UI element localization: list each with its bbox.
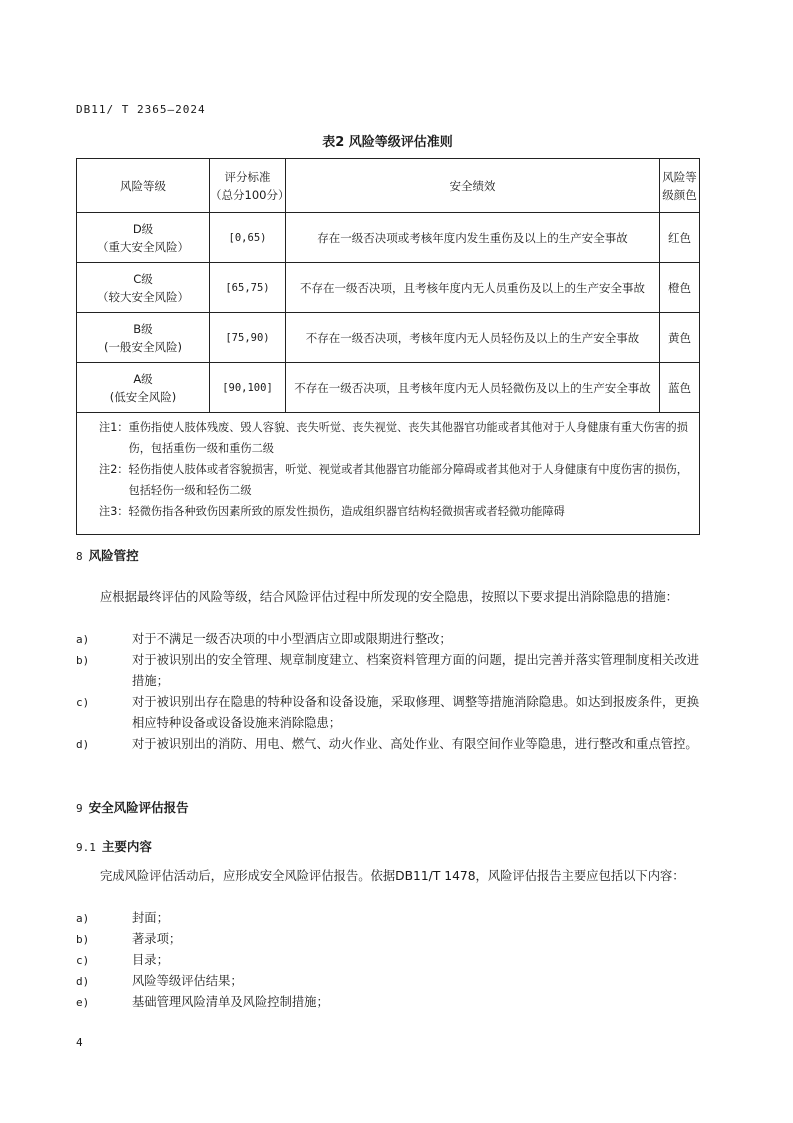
cell-color: 红色 <box>660 213 700 263</box>
list-marker: a) <box>76 633 90 646</box>
note-text: 重伤指使人肢体残废、毁人容貌、丧失听觉、丧失视觉、丧失其他器官功能或者其他对于人身健康有重大伤害的损伤，包括重伤一级和重伤二级 <box>128 421 688 455</box>
cell-score: [75,90) <box>210 313 286 363</box>
list-text: 对于被识别出存在隐患的特种设备和设备设施，采取修理、调整等措施消除隐患。如达到报废条件，更换相应特种设备或设备设施来消除隐患； <box>132 695 699 730</box>
cell-color: 橙色 <box>660 263 700 313</box>
cell-performance: 不存在一级否决项，且考核年度内无人员轻微伤及以上的生产安全事故 <box>286 363 660 413</box>
cell-color: 黄色 <box>660 313 700 363</box>
note-label: 注2： <box>99 463 129 476</box>
cell-performance: 不存在一级否决项，考核年度内无人员轻伤及以上的生产安全事故 <box>286 313 660 363</box>
cell-score: [0,65) <box>210 213 286 263</box>
list-item <box>76 950 699 971</box>
list-marker: a) <box>76 912 90 925</box>
header-score <box>210 159 290 213</box>
table-note <box>99 459 695 501</box>
list-marker: c) <box>76 954 90 967</box>
header-performance: 安全绩效 <box>286 159 660 213</box>
table-header-row <box>77 159 700 213</box>
note-label: 注3： <box>99 505 129 518</box>
level-desc: (低安全风险) <box>109 389 177 404</box>
subsection-title: 主要内容 <box>101 839 152 854</box>
level-grade: D级 <box>132 221 154 236</box>
level-desc: （重大安全风险） <box>97 239 189 254</box>
list-text: 对于被识别出的安全管理、规章制度建立、档案资料管理方面的问题，提出完善并落实管理制度相关改进措施； <box>132 653 699 688</box>
cell-level <box>77 263 210 313</box>
header-score-line2: （总分100分） <box>210 187 290 202</box>
list-marker: e) <box>76 996 90 1009</box>
section-9-heading <box>76 798 189 816</box>
list-marker: b) <box>76 654 90 667</box>
cell-level <box>77 313 210 363</box>
cell-score: [90,100] <box>210 363 286 413</box>
list-text: 基础管理风险清单及风险控制措施； <box>132 995 329 1009</box>
table-row <box>77 263 700 313</box>
list-item <box>76 734 699 755</box>
list-text: 封面； <box>132 911 169 925</box>
list-text: 对于不满足一级否决项的中小型酒店立即或限期进行整改； <box>132 632 452 646</box>
list-text: 风险等级评估结果； <box>132 974 243 988</box>
list-marker: d) <box>76 738 90 751</box>
header-level: 风险等级 <box>77 159 210 213</box>
list-item <box>76 692 699 734</box>
table-note <box>99 417 695 459</box>
risk-level-table <box>76 158 700 535</box>
header-color <box>660 159 700 213</box>
section-8-heading <box>76 546 139 564</box>
list-text: 著录项； <box>132 932 182 946</box>
section-number: 8 <box>76 550 83 563</box>
page-number: 4 <box>76 1036 83 1049</box>
list-marker: d) <box>76 975 90 988</box>
section-8-intro: 应根据最终评估的风险等级，结合风险评估过程中所发现的安全隐患，按照以下要求提出消除隐患的措施： <box>100 590 678 604</box>
level-desc: (一般安全风险) <box>104 339 182 354</box>
level-desc: （较大安全风险） <box>97 289 189 304</box>
table-row <box>77 213 700 263</box>
cell-performance: 存在一级否决项或考核年度内发生重伤及以上的生产安全事故 <box>286 213 660 263</box>
note-text: 轻微伤指各种致伤因素所致的原发性损伤，造成组织器官结构轻微损害或者轻微功能障碍 <box>128 505 565 518</box>
list-item <box>76 908 699 929</box>
list-item <box>76 971 699 992</box>
list-text: 目录； <box>132 953 169 967</box>
cell-color: 蓝色 <box>660 363 700 413</box>
table-title: 表2 风险等级评估准则 <box>322 135 453 150</box>
table-note <box>99 501 695 522</box>
list-item <box>76 650 699 692</box>
note-text: 轻伤指使人肢体或者容貌损害，听觉、视觉或者其他器官功能部分障碍或者其他对于人身健康有中度伤害的损伤，包括轻伤一级和轻伤二级 <box>128 463 688 497</box>
section-9-1-heading <box>76 837 152 855</box>
section-title: 安全风险评估报告 <box>88 800 189 815</box>
header-score-line1: 评分标准 <box>224 169 271 184</box>
subsection-number: 9.1 <box>76 841 96 854</box>
header-color-line2: 级颜色 <box>662 187 697 202</box>
cell-level <box>77 213 210 263</box>
header-color-line1: 风险等 <box>662 169 697 184</box>
section-title: 风险管控 <box>88 548 139 563</box>
cell-score: [65,75) <box>210 263 286 313</box>
list-marker: b) <box>76 933 90 946</box>
note-label: 注1： <box>99 421 129 434</box>
list-item <box>76 929 699 950</box>
level-grade: C级 <box>133 271 153 286</box>
list-text: 对于被识别出的消防、用电、燃气、动火作业、高处作业、有限空间作业等隐患，进行整改和重点管控。 <box>132 737 698 751</box>
document-id: DB11/ T 2365—2024 <box>76 103 206 116</box>
cell-performance: 不存在一级否决项，且考核年度内无人员重伤及以上的生产安全事故 <box>286 263 660 313</box>
list-item <box>76 992 699 1013</box>
table-notes <box>77 413 700 535</box>
section-number: 9 <box>76 802 83 815</box>
table-row <box>77 313 700 363</box>
list-item <box>76 629 699 650</box>
table-notes-row <box>77 413 700 535</box>
list-marker: c) <box>76 696 90 709</box>
table-row <box>77 363 700 413</box>
level-grade: A级 <box>133 371 153 386</box>
level-grade: B级 <box>133 321 153 336</box>
cell-level <box>77 363 210 413</box>
section-9-intro: 完成风险评估活动后，应形成安全风险评估报告。依据DB11/T 1478，风险评估报告主要应包括以下内容： <box>100 869 685 883</box>
